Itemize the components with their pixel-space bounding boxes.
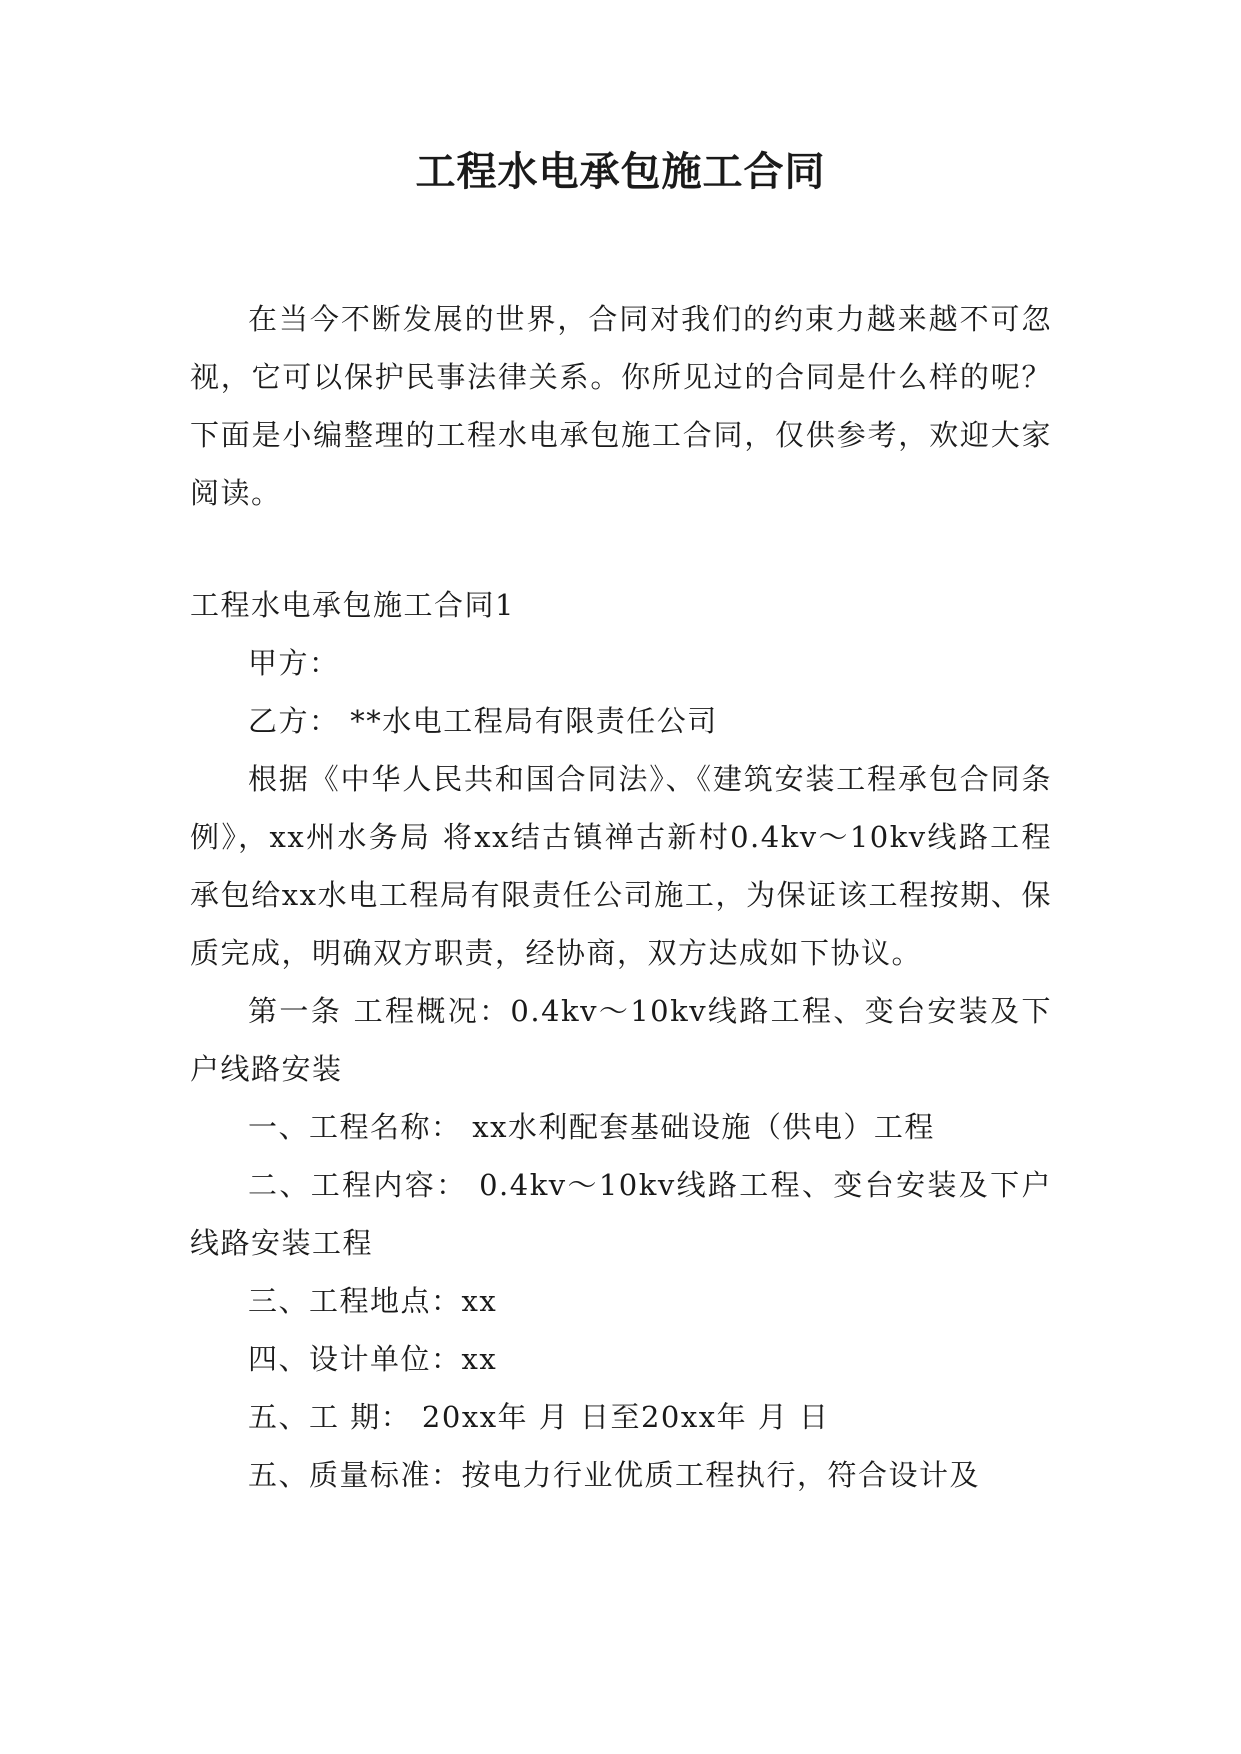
party-b-line: 乙方： **水电工程局有限责任公司 xyxy=(248,704,718,738)
item-project-name: 一、工程名称： xx水利配套基础设施（供电）工程 xyxy=(248,1110,935,1144)
item-duration: 五、工 期： 20xx年 月 日至20xx年 月 日 xyxy=(248,1400,830,1434)
document-title: 工程水电承包施工合同 xyxy=(415,149,826,195)
basis-paragraph: 根据《中华人民共和国合同法》、《建筑安装工程承包合同条例》，xx州水务局 将xx结古镇禅古新村0.4kv～10kv线路工程承包给xx水电工程局有限责任公司施工，为保证该工程按期、保质完成，明确双方职责，经协商，双方达成如下协议。 xyxy=(190,762,1052,970)
section-heading: 工程水电承包施工合同1 xyxy=(190,588,515,622)
item-quality-standard: 五、质量标准：按电力行业优质工程执行，符合设计及 xyxy=(248,1458,981,1492)
contract-section xyxy=(190,576,1052,1504)
item-project-location: 三、工程地点：xx xyxy=(248,1284,498,1318)
article-1: 第一条 工程概况：0.4kv～10kv线路工程、变台安装及下户线路安装 xyxy=(190,994,1052,1086)
item-design-unit: 四、设计单位：xx xyxy=(248,1342,498,1376)
intro-block xyxy=(190,290,1052,522)
item-project-content: 二、工程内容： 0.4kv～10kv线路工程、变台安装及下户线路安装工程 xyxy=(190,1168,1052,1260)
intro-paragraph: 在当今不断发展的世界，合同对我们的约束力越来越不可忽视，它可以保护民事法律关系。你所见过的合同是什么样的呢？下面是小编整理的工程水电承包施工合同，仅供参考，欢迎大家阅读。 xyxy=(190,302,1052,510)
party-a-line: 甲方： xyxy=(248,646,340,680)
